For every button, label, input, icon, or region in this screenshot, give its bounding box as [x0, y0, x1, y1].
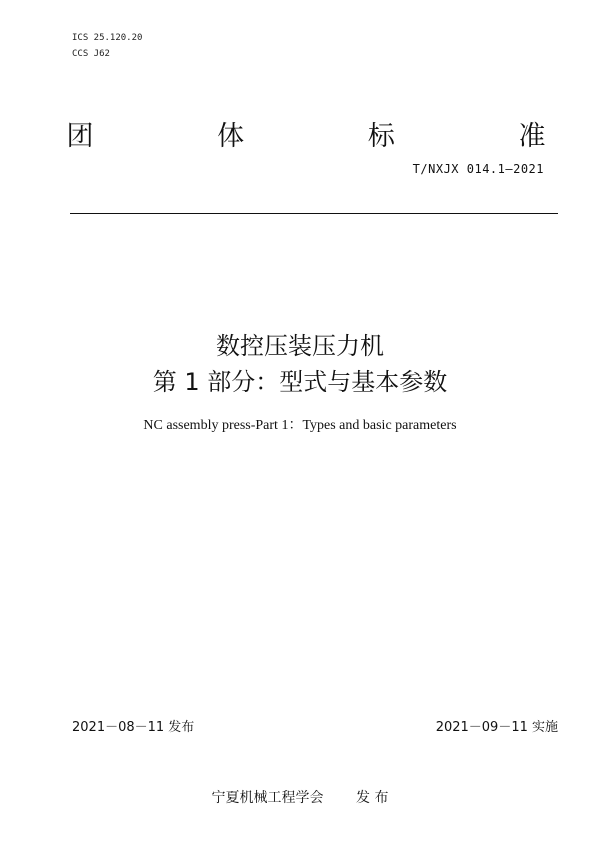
classification-codes	[72, 30, 142, 62]
ics-code: ICS 25.120.20	[72, 33, 143, 43]
standard-type-char-2: 体	[217, 121, 245, 152]
title-line-1: 数控压装压力机	[216, 332, 384, 360]
standard-type-char-3: 标	[367, 121, 395, 152]
publish-action: 发 布	[356, 790, 389, 806]
implementation-date: 2021－09－11 实施	[435, 720, 558, 735]
standard-type-char-1: 团	[66, 121, 94, 152]
publisher-line	[0, 787, 600, 807]
standard-type-heading	[60, 114, 552, 153]
ccs-code: CCS J62	[72, 49, 110, 59]
issue-date: 2021－08－11 发布	[72, 720, 195, 735]
title-english: NC assembly press-Part 1：Types and basic parameters	[143, 418, 457, 433]
title-line-2: 第 1 部分：型式与基本参数	[152, 368, 448, 396]
header-divider	[70, 213, 558, 214]
publisher-name: 宁夏机械工程学会	[211, 790, 324, 806]
standard-type-char-4: 准	[518, 121, 546, 152]
standard-number: T/NXJX 014.1—2021	[412, 162, 544, 176]
